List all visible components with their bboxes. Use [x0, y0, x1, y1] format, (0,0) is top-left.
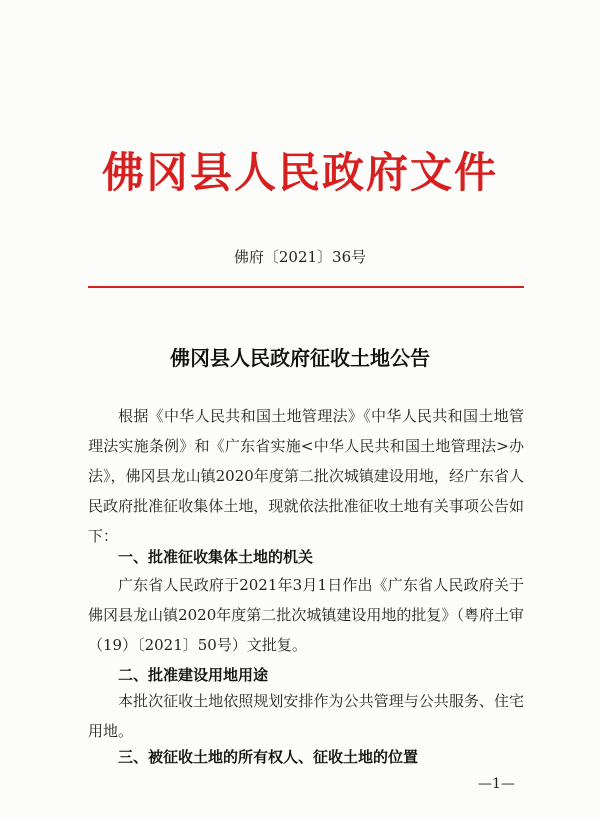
issuer-header: 佛冈县人民政府文件 — [101, 148, 498, 197]
document-number: 佛府〔2021〕36号 — [233, 248, 367, 266]
section-heading-land-use: 二、批准建设用地用途 — [118, 666, 269, 684]
section-heading-owners-location: 三、被征收土地的所有权人、征收土地的位置 — [118, 748, 419, 766]
intro-paragraph: 根据《中华人民共和国土地管理法》《中华人民共和国土地管理法实施条例》和《广东省实施<中华人民共和国土地管理法>办法》，佛冈县龙山镇2020年度第二批次城镇建设用地，经广东省人民政府批准征收集体土地，现就依法批准征收土地有关事项公告如下： — [88, 407, 524, 545]
section-heading-approving-authority: 一、批准征收集体土地的机关 — [118, 548, 314, 566]
red-divider — [88, 286, 524, 288]
notice-title: 佛冈县人民政府征收土地公告 — [170, 346, 430, 370]
page-number: —1— — [478, 776, 515, 792]
usage-paragraph: 本批次征收土地依照规划安排作为公共管理与公共服务、住宅用地。 — [88, 692, 524, 740]
approval-paragraph: 广东省人民政府于2021年3月1日作出《广东省人民政府关于佛冈县龙山镇2020年度第二批次城镇建设用地的批复》（粤府土审（19）〔2021〕50号）文批复。 — [88, 576, 524, 654]
